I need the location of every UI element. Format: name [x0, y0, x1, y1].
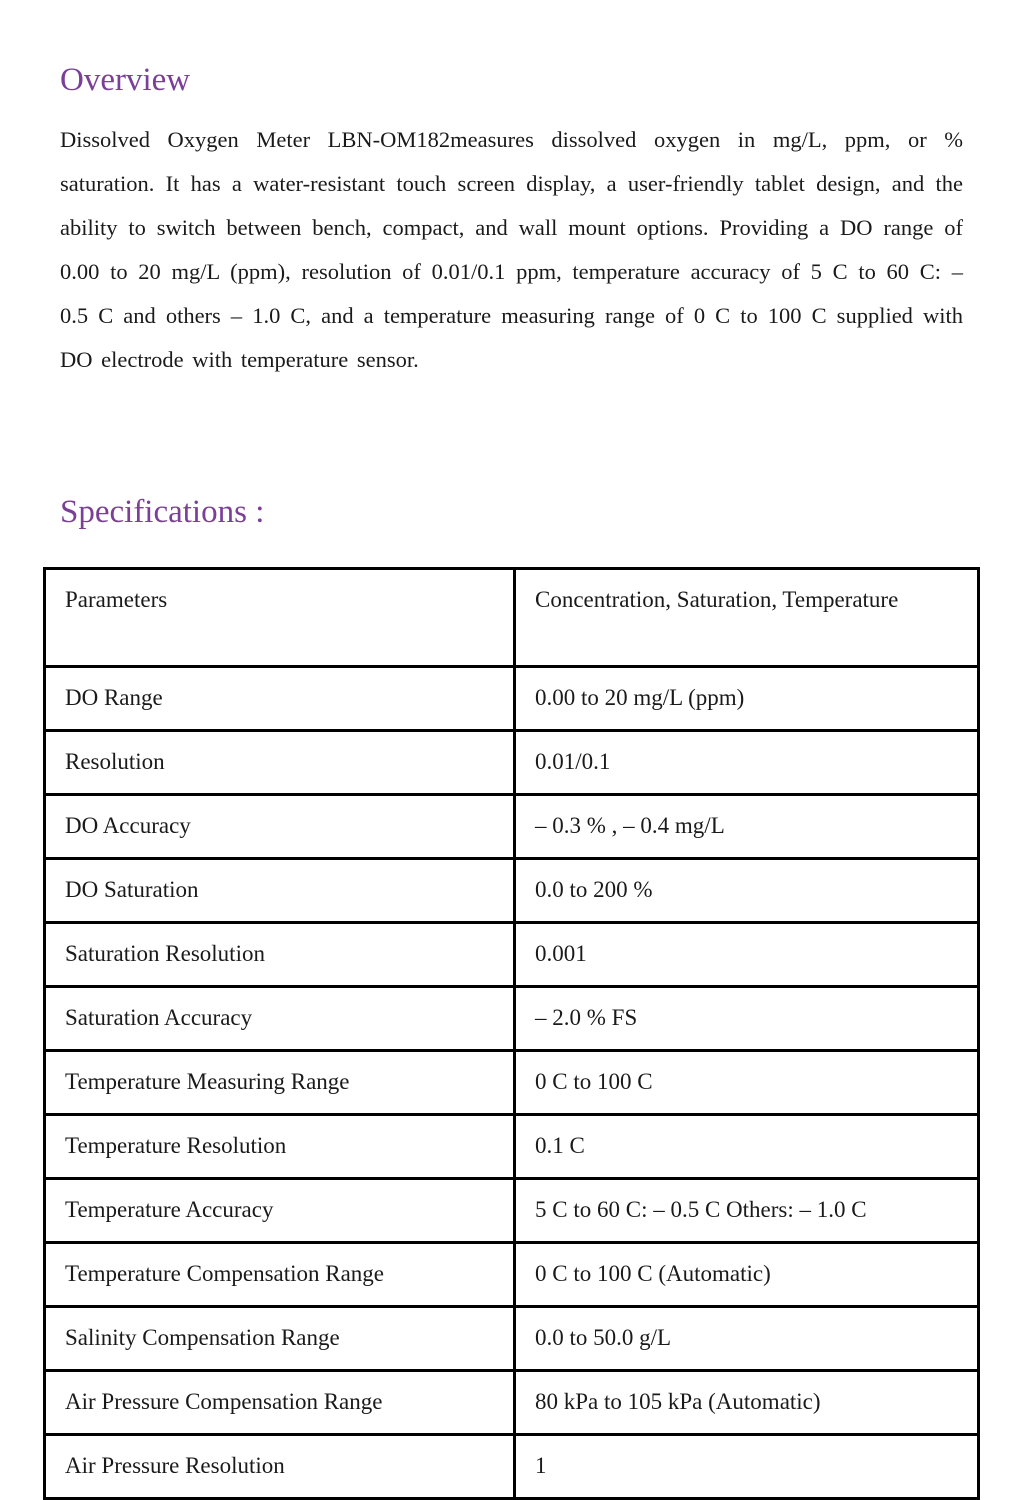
parameter-cell: DO Range — [45, 667, 515, 731]
parameter-cell: Saturation Accuracy — [45, 987, 515, 1051]
overview-heading: Overview — [60, 62, 191, 98]
parameter-cell: Resolution — [45, 731, 515, 795]
parameter-cell: Saturation Resolution — [45, 923, 515, 987]
value-cell: 0.0 to 50.0 g/L — [515, 1307, 979, 1371]
value-cell: 0.00 to 20 mg/L (ppm) — [515, 667, 979, 731]
parameter-cell: Salinity Compensation Range — [45, 1307, 515, 1371]
value-cell: 0 C to 100 C — [515, 1051, 979, 1115]
value-cell: 1 — [515, 1435, 979, 1499]
table-row — [45, 731, 979, 795]
table-row — [45, 1307, 979, 1371]
table-row — [45, 1371, 979, 1435]
parameter-cell: Parameters — [45, 569, 515, 667]
parameter-cell: Temperature Accuracy — [45, 1179, 515, 1243]
table-row — [45, 795, 979, 859]
value-cell: – 0.3 % , – 0.4 mg/L — [515, 795, 979, 859]
parameter-cell: Air Pressure Resolution — [45, 1435, 515, 1499]
value-cell: 0.1 C — [515, 1115, 979, 1179]
table-row — [45, 987, 979, 1051]
value-cell: 0.001 — [515, 923, 979, 987]
table-row — [45, 859, 979, 923]
table-row — [45, 1051, 979, 1115]
parameter-cell: Temperature Resolution — [45, 1115, 515, 1179]
overview-paragraph: Dissolved Oxygen Meter LBN-OM182measures dissolved oxygen in mg/L, ppm, or % saturation. It has a water-resistant touch screen display, a user-friendly tablet design, and the ability to switch between bench, compact, and wall mount options. Providing a DO range of 0.00 to 20 mg/L (ppm), resolution of 0.01/0.1 ppm, temperature accuracy of 5 C to 60 C: – 0.5 C and others – 1.0 C, and a temperature measuring range of 0 C to 100 C supplied with DO electrode with temperature sensor. — [60, 127, 963, 372]
table-row — [45, 1115, 979, 1179]
value-cell: 0 C to 100 C (Automatic) — [515, 1243, 979, 1307]
parameter-cell: Temperature Compensation Range — [45, 1243, 515, 1307]
value-cell: 0.01/0.1 — [515, 731, 979, 795]
parameter-cell: DO Saturation — [45, 859, 515, 923]
table-row — [45, 1243, 979, 1307]
value-cell: 0.0 to 200 % — [515, 859, 979, 923]
parameter-cell: DO Accuracy — [45, 795, 515, 859]
specifications-heading: Specifications : — [60, 494, 265, 530]
value-cell: 5 C to 60 C: – 0.5 C Others: – 1.0 C — [515, 1179, 979, 1243]
parameter-cell: Temperature Measuring Range — [45, 1051, 515, 1115]
value-cell: 80 kPa to 105 kPa (Automatic) — [515, 1371, 979, 1435]
table-row — [45, 1435, 979, 1499]
table-row — [45, 1179, 979, 1243]
specifications-table — [43, 567, 980, 1500]
value-cell: – 2.0 % FS — [515, 987, 979, 1051]
table-row — [45, 667, 979, 731]
parameter-cell: Air Pressure Compensation Range — [45, 1371, 515, 1435]
table-row — [45, 569, 979, 667]
table-row — [45, 923, 979, 987]
value-cell: Concentration, Saturation, Temperature — [515, 569, 979, 667]
